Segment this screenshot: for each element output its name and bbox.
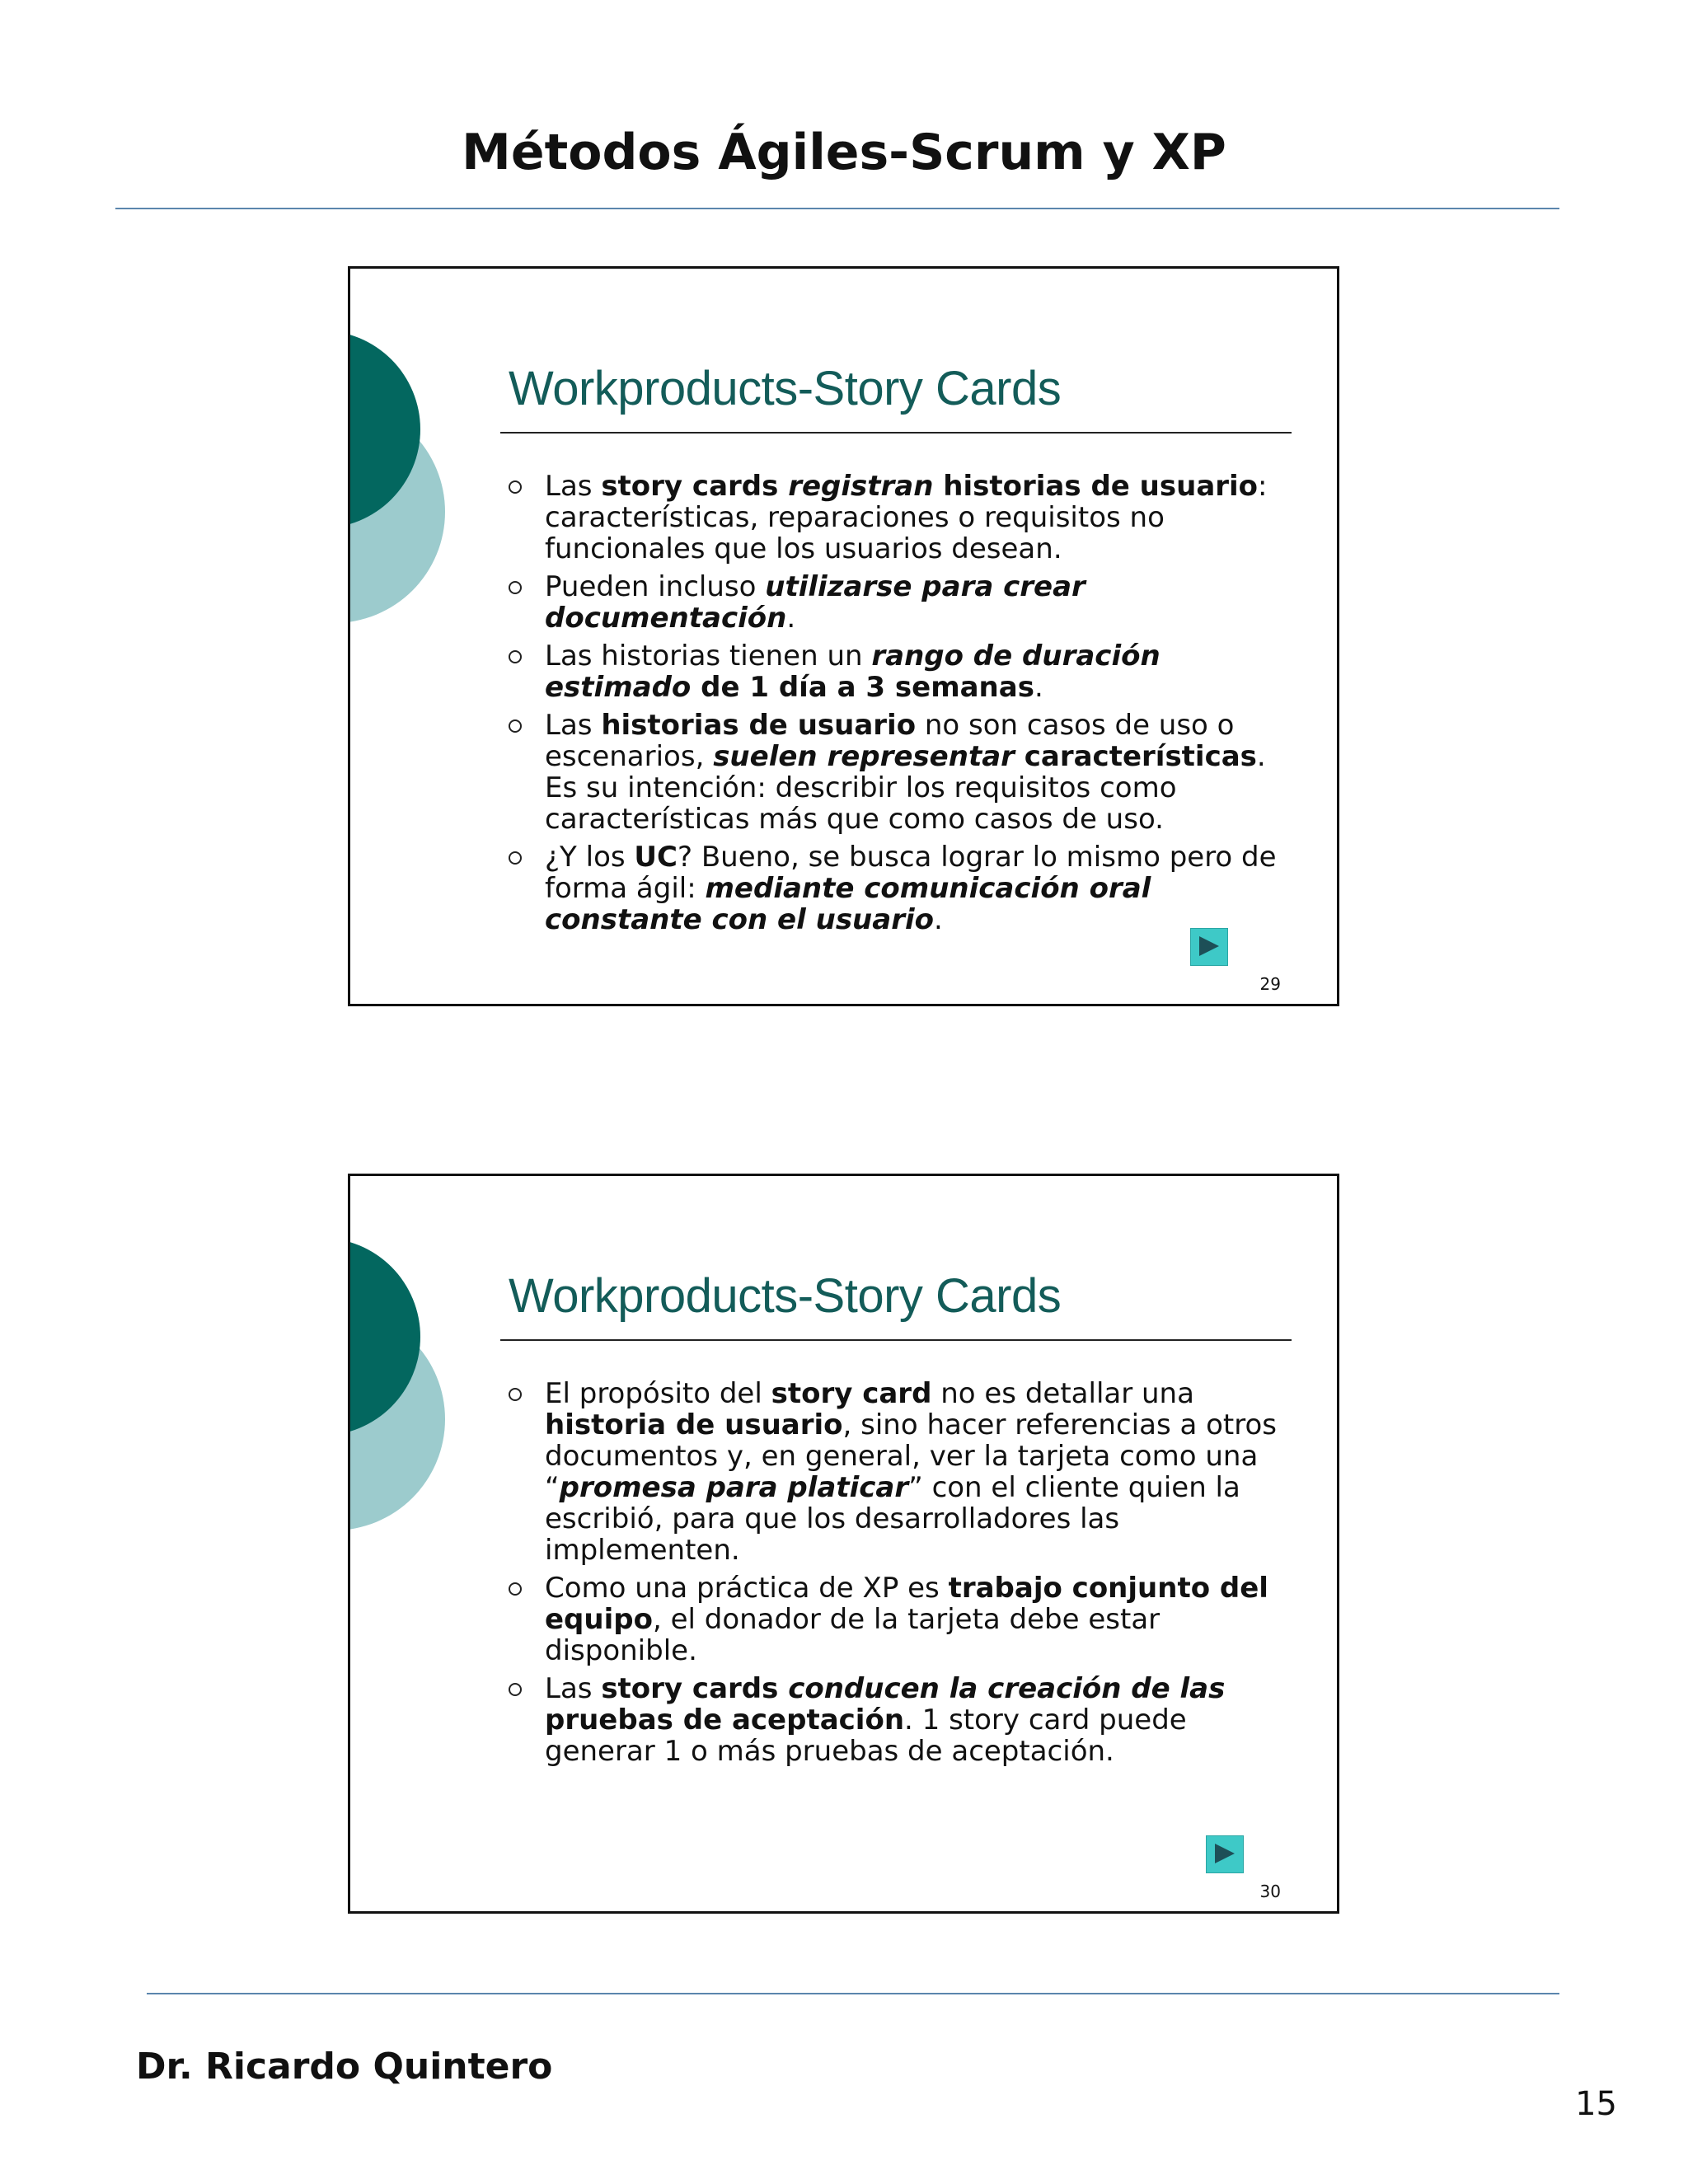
bullet-list — [505, 1378, 1296, 1774]
bullet-item — [505, 471, 1296, 565]
bullet-text-segment: rango de duración estimado — [545, 640, 1160, 704]
bullet-text-segment: : características, reparaciones o requisitos no funcionales que los usuarios desean. — [545, 470, 1268, 565]
bullet-item — [505, 841, 1296, 935]
bullet-marker-icon — [509, 480, 522, 494]
bullet-text-segment: Como una práctica de XP es — [545, 1572, 949, 1605]
bullet-text-segment: ¿Y los — [545, 841, 635, 874]
slide-decor-circles — [350, 269, 482, 648]
bullet-text-segment: mediante comunicación oral constante con el usuario — [545, 872, 1151, 936]
slide-number: 29 — [1259, 974, 1281, 994]
bullet-text-segment: Las — [545, 470, 602, 503]
bullet-marker-icon — [509, 851, 522, 865]
play-icon — [1213, 1842, 1236, 1865]
bullet-marker-icon — [509, 581, 522, 594]
bullet-text-segment: Las — [545, 1672, 602, 1705]
bullet-text-segment: story card — [771, 1377, 932, 1410]
bullet-text-segment: . — [933, 903, 943, 936]
bullet-text-segment: , sino hacer referencias a otros documentos y, en general, ver la tarjeta como una “ — [545, 1408, 1277, 1504]
bullet-text-segment: . Es su intención: describir los requisitos como características más que como casos de uso. — [545, 740, 1266, 836]
slide-title: Workproducts-Story Cards — [509, 362, 1062, 415]
bullet-text-segment: historias de usuario — [601, 709, 917, 742]
bullet-item — [505, 571, 1296, 634]
bullet-text-segment: , el donador de la tarjeta debe estar disponible. — [545, 1603, 1160, 1667]
bullet-text-segment: Las historias tienen un — [545, 640, 872, 673]
bullet-text-segment: . 1 story card puede generar 1 o más pruebas de aceptación. — [545, 1704, 1187, 1768]
bullet-text-segment: Pueden incluso — [545, 570, 766, 603]
bullet-text-segment: conducen la creación de las — [778, 1672, 1226, 1705]
bullet-text-segment: de 1 día a 3 semanas — [691, 671, 1034, 704]
slide-29 — [348, 266, 1339, 1006]
slide-30 — [348, 1174, 1339, 1914]
bullet-text-segment: story cards — [601, 1672, 779, 1705]
bullet-text-segment: Las — [545, 709, 602, 742]
footer-divider — [147, 1993, 1559, 1994]
bullet-list — [505, 471, 1296, 942]
page-number: 15 — [1575, 2085, 1617, 2123]
bullet-item — [505, 1572, 1296, 1666]
bullet-text-segment: El propósito del — [545, 1377, 771, 1410]
next-slide-button[interactable] — [1190, 928, 1228, 966]
bullet-text-segment: ” con el cliente quien la escribió, para que los desarrolladores las implementen. — [545, 1471, 1240, 1567]
slide-title-rule — [500, 432, 1292, 434]
bullet-item — [505, 1378, 1296, 1566]
slide-title: Workproducts-Story Cards — [509, 1269, 1062, 1323]
bullet-marker-icon — [509, 719, 522, 733]
bullet-text-segment: registran — [788, 470, 934, 503]
next-slide-button[interactable] — [1206, 1835, 1244, 1873]
header-divider — [115, 208, 1559, 209]
bullet-text-segment: no es detallar una — [931, 1377, 1194, 1410]
slide-title-rule — [500, 1339, 1292, 1341]
bullet-item — [505, 1673, 1296, 1767]
bullet-marker-icon — [509, 1388, 522, 1401]
slide-number: 30 — [1259, 1882, 1281, 1901]
bullet-text-segment: suelen representar — [713, 740, 1015, 773]
bullet-text-segment: story cards — [601, 470, 789, 503]
bullet-marker-icon — [509, 1683, 522, 1696]
bullet-marker-icon — [509, 1582, 522, 1596]
bullet-text-segment: promesa para platicar — [559, 1471, 909, 1504]
bullet-text-segment: historias de usuario — [933, 470, 1259, 503]
bullet-text-segment: características — [1014, 740, 1257, 773]
bullet-text-segment: trabajo conjunto del equipo — [545, 1572, 1268, 1636]
author-name: Dr. Ricardo Quintero — [136, 2046, 553, 2088]
bullet-text-segment: utilizarse para crear documentación — [545, 570, 1085, 635]
bullet-item — [505, 710, 1296, 835]
bullet-marker-icon — [509, 650, 522, 663]
page-title: Métodos Ágiles-Scrum y XP — [462, 124, 1226, 181]
bullet-text-segment: . — [1034, 671, 1043, 704]
bullet-item — [505, 640, 1296, 703]
bullet-text-segment: historia de usuario — [545, 1408, 843, 1441]
bullet-text-segment: UC — [634, 841, 678, 874]
slide-decor-circles — [350, 1176, 482, 1555]
bullet-text-segment: pruebas de aceptación — [545, 1704, 905, 1736]
bullet-text-segment: . — [786, 602, 796, 635]
bullet-text-segment: ? Bueno, se busca lograr lo mismo pero de forma ágil: — [545, 841, 1277, 905]
bullet-text-segment: no son casos de uso o escenarios, — [545, 709, 1235, 773]
play-icon — [1198, 935, 1221, 958]
